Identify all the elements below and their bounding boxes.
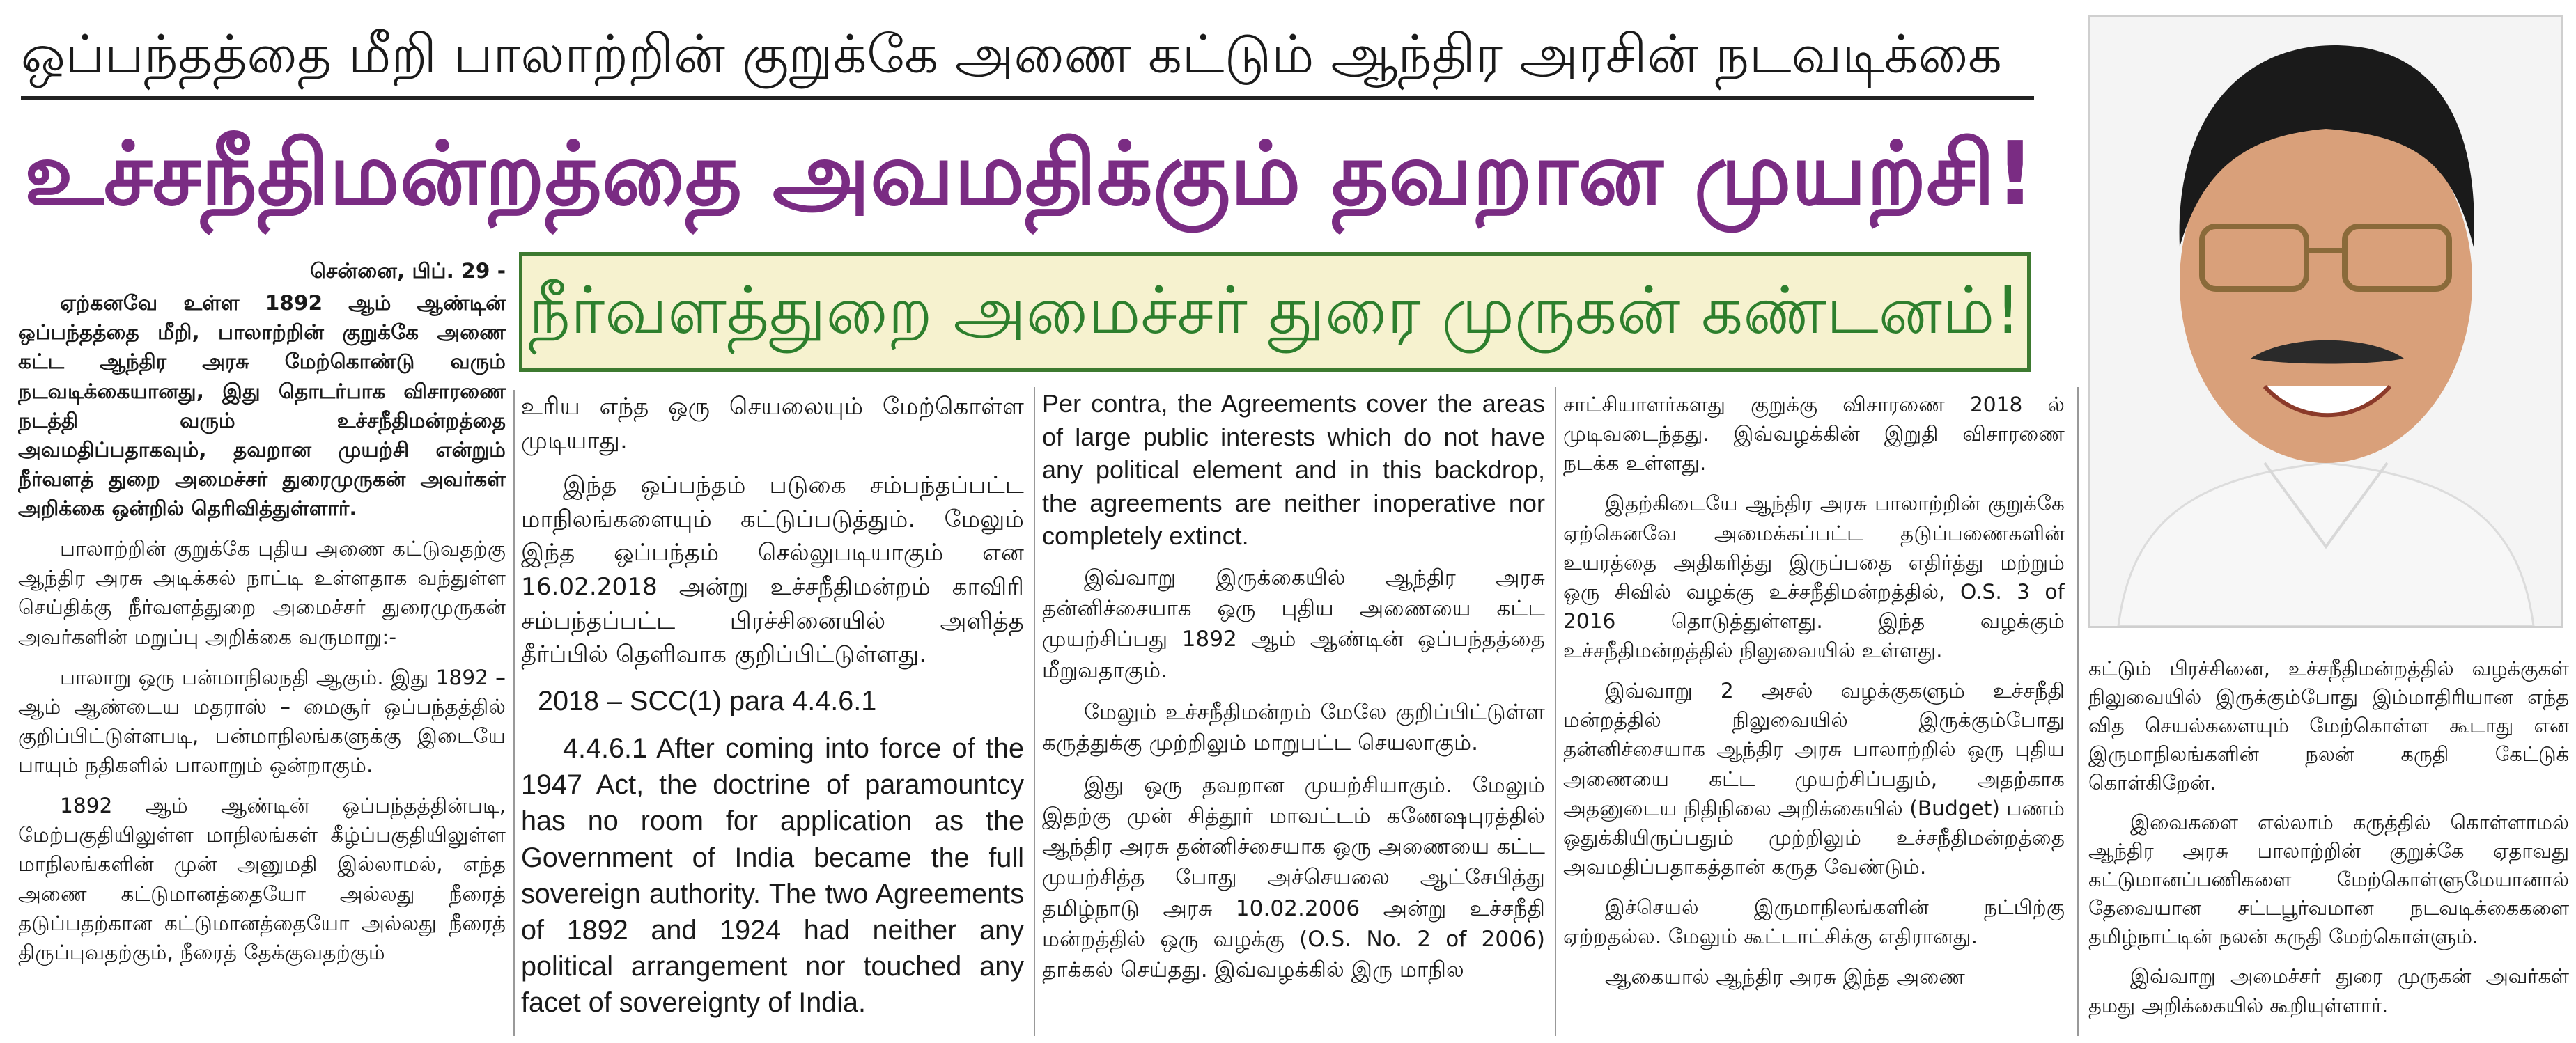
body-paragraph: ஆகையால் ஆந்திர அரசு இந்த அணை (1605, 964, 1965, 989)
body-paragraph: இவைகளை எல்லாம் கருத்தில் கொள்ளாமல் ஆந்திர அரசு பாலாற்றின் குறுக்கே ஏதாவது கட்டுமானப்பணிகளை மேற்கொள்ளுமேயானால் தேவையான சட்டபூர்வமான நடவடிக்கைகளை தமிழ்நாட்டின் நலன் கருதி மேற்கொள்ளும். (2088, 810, 2569, 949)
dateline: சென்னை, பிப். 29 - (310, 258, 506, 283)
column-divider (513, 390, 515, 1036)
body-paragraph: இவ்வாறு இருக்கையில் ஆந்திர அரசு தன்னிச்சையாக ஒரு புதிய அணையை கட்ட முயற்சிப்பது 1892 ஆம் ஆண்டின் ஒப்பந்தத்தை மீறுவதாகும். (1042, 565, 1545, 683)
column-divider (2077, 387, 2079, 1036)
column-divider (1555, 387, 1556, 1036)
body-paragraph: இவ்வாறு 2 அசல் வழக்குகளும் உச்சநீதி மன்றத்தில் நிலுவையில் இருக்கும்போது தன்னிச்சையாக ஆந்திர அரசு பாலாற்றில் ஒரு புதிய அணையை கட்ட முயற்சிப்பதும், அதற்காக அதனுடைய நிதிநிலை அறிக்கையில் (Budget) பணம் ஒதுக்கியிருப்பதும் முற்றிலும் உச்சநீதிமன்றத்தை அவமதிப்பதாகத்தான் கருத வேண்டும். (1563, 678, 2065, 879)
article-column-2 (521, 390, 1024, 1036)
english-quote: 4.4.6.1 After coming into force of the 1947 Act, the doctrine of paramountcy has no room for application as the Government of India became the full sovereign authority. The two Agreements of 1892 and 1924 had neither any political arrangement nor touched any facet of sovereignty of India. (521, 732, 1024, 1019)
portrait-illustration (2090, 17, 2561, 626)
citation: 2018 – SCC(1) para 4.4.6.1 (538, 685, 877, 716)
body-paragraph: மேலும் உச்சநீதிமன்றம் மேலே குறிப்பிட்டுள்ள கருத்துக்கு முற்றிலும் மாறுபட்ட செயலாகும். (1042, 699, 1545, 756)
body-paragraph: இந்த ஒப்பந்தம் படுகை சம்பந்தப்பட்ட மாநிலங்களையும் கட்டுப்படுத்தும். மேலும் இந்த ஒப்பந்தம் செல்லுபடியாகும் என 16.02.2018 அன்று உச்சநீதிமன்றம் காவிரி சம்பந்தப்பட்ட பிரச்சினையில் அளித்த தீர்ப்பில் தெளிவாக குறிப்பிட்டுள்ளது. (521, 471, 1024, 669)
body-paragraph: பாலாறு ஒரு பன்மாநிலநதி ஆகும். இது 1892 – ஆம் ஆண்டைய மதராஸ் – மைசூர் ஒப்பந்தத்தில் குறிப்பிட்டுள்ளபடி, பன்மாநிலங்களுக்கு இடையே பாயும் நதிகளில் பாலாறும் ஒன்றாகும். (18, 664, 506, 777)
body-paragraph: இதற்கிடையே ஆந்திர அரசு பாலாற்றின் குறுக்கே ஏற்கெனவே அமைக்கப்பட்ட தடுப்பணைகளின் உயரத்தை அதிகரித்து இருப்பதை எதிர்த்து மற்றும் ஒரு சிவில் வழக்கு உச்சநீதிமன்றத்தில், O.S. 3 of 2016 தொடுத்துள்ளது. இந்த வழக்கும் உச்சநீதிமன்றத்தில் நிலுவையில் உள்ளது. (1563, 491, 2065, 662)
article-headline: உச்சநீதிமன்றத்தை அவமதிக்கும் தவறான முயற்சி! (24, 123, 2035, 225)
article-column-1 (18, 256, 506, 1036)
body-paragraph: சாட்சியாளர்களது குறுக்கு விசாரணை 2018 ல் முடிவடைந்தது. இவ்வழக்கின் இறுதி விசாரணை நடக்க உள்ளது. (1563, 392, 2065, 476)
article-subheadline: நீர்வளத்துறை அமைச்சர் துரை முருகன் கண்டனம்! (519, 252, 2031, 372)
article-column-4 (1563, 390, 2065, 1036)
body-paragraph: கட்டும் பிரச்சினை, உச்சநீதிமன்றத்தில் வழக்குகள் நிலுவையில் இருக்கும்போது இம்மாதிரியான எந்த வித செயல்களையும் மேற்கொள்ள கூடாது என இருமாநிலங்களின் நலன் கருதி கேட்டுக் கொள்கிறேன். (2088, 657, 2569, 795)
body-paragraph: இவ்வாறு அமைச்சர் துரை முருகன் அவர்கள் தமது அறிக்கையில் கூறியுள்ளார். (2088, 964, 2569, 1017)
body-paragraph: இச்செயல் இருமாநிலங்களின் நட்பிற்கு ஏற்றதல்ல. மேலும் கூட்டாட்சிக்கு எதிரானது. (1563, 895, 2065, 949)
article-kicker: ஒப்பந்தத்தை மீறி பாலாற்றின் குறுக்கே அணை கட்டும் ஆந்திர அரசின் நடவடிக்கை (21, 13, 2034, 100)
lead-paragraph: ஏற்கனவே உள்ள 1892 ஆம் ஆண்டின் ஒப்பந்தத்தை மீறி, பாலாற்றின் குறுக்கே அணை கட்ட ஆந்திர அரசு மேற்கொண்டு வரும் நடவடிக்கையானது, இது தொடர்பாக விசாரணை நடத்தி வரும் உச்சநீதிமன்றத்தை அவமதிப்பதாகவும், தவறான முயற்சி என்றும் நீர்வளத் துறை அமைச்சர் துரைமுருகன் அவர்கள் அறிக்கை ஒன்றில் தெரிவித்துள்ளார். (18, 290, 506, 520)
body-paragraph: இது ஒரு தவறான முயற்சியாகும். மேலும் இதற்கு முன் சித்தூர் மாவட்டம் கணேஷபுரத்தில் ஆந்திர அரசு தன்னிச்சையாக ஒரு அணையை கட்ட முயற்சித்த போது அச்செயலை ஆட்சேபித்து தமிழ்நாடு அரசு 10.02.2006 அன்று உச்சநீதி மன்றத்தில் ஒரு வழக்கு (O.S. No. 2 of 2006) தாக்கல் செய்தது. இவ்வழக்கில் இரு மாநில (1042, 772, 1545, 983)
body-paragraph: உரிய எந்த ஒரு செயலையும் மேற்கொள்ள முடியாது. (521, 393, 1024, 455)
article-column-5 (2088, 654, 2569, 1036)
body-paragraph: 1892 ஆம் ஆண்டின் ஒப்பந்தத்தின்படி, மேற்பகுதியிலுள்ள மாநிலங்கள் கீழ்ப்பகுதியிலுள்ள மாநிலங்களின் முன் அனுமதி இல்லாமல், எந்த அணை கட்டுமானத்தையோ அல்லது நீரைத் தடுப்பதற்கான கட்டுமானத்தையோ அல்லது நீரைத் திருப்புவதற்கும், நீரைத் தேக்குவதற்கும் (18, 793, 506, 964)
article-column-3 (1042, 387, 1545, 1036)
english-quote: Per contra, the Agreements cover the areas of large public interests which do not have any political element and in this backdrop, the agreements are neither inoperative nor completely extinct. (1042, 389, 1545, 551)
portrait-photo (2088, 15, 2563, 628)
column-divider (1034, 387, 1035, 1036)
body-paragraph: பாலாற்றின் குறுக்கே புதிய அணை கட்டுவதற்கு ஆந்திர அரசு அடிக்கல் நாட்டி உள்ளதாக வந்துள்ள செய்திக்கு நீர்வளத்துறை அமைச்சர் துரைமுருகன் அவர்களின் மறுப்பு அறிக்கை வருமாறு:- (18, 536, 506, 649)
